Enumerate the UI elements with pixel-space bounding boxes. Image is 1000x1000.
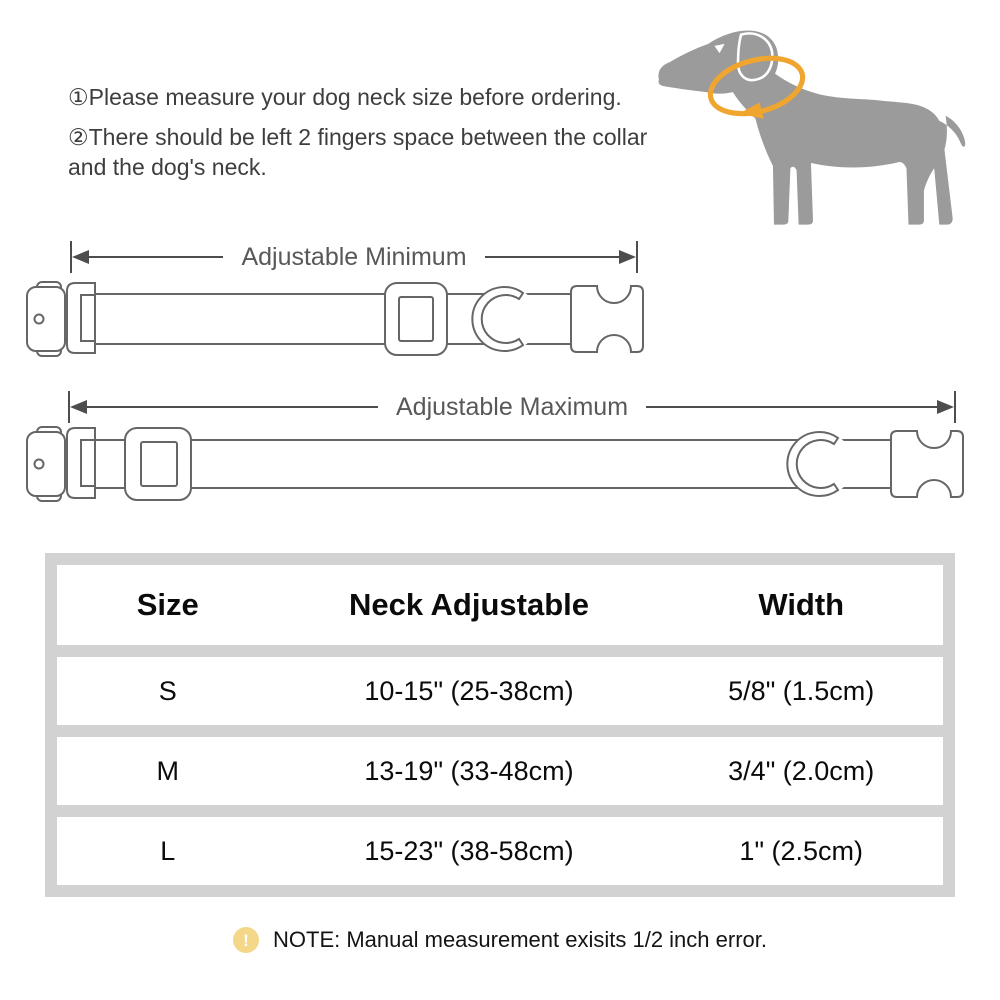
collar-strap <box>95 440 891 488</box>
collar-diagram-maximum <box>25 426 965 502</box>
measure-instructions <box>68 82 668 192</box>
collar-diagram-minimum <box>25 281 645 357</box>
arrow-shaft <box>646 406 937 408</box>
dog-illustration <box>648 12 978 240</box>
exclamation-icon: ! <box>233 927 259 953</box>
table-row-m <box>57 737 943 805</box>
instruction-line-2: ②There should be left 2 fingers space between the collar and the dog's neck. <box>68 124 648 180</box>
header-width: Width <box>758 587 845 623</box>
left-arrowhead-icon <box>72 250 89 264</box>
slider-buckle <box>385 283 447 355</box>
instruction-line-1: ①Please measure your dog neck size before ordering. <box>68 84 622 110</box>
size-table <box>45 553 955 897</box>
cell-width: 1" (2.5cm) <box>739 835 864 866</box>
arrow-shaft <box>89 256 223 258</box>
cell-width: 5/8" (1.5cm) <box>728 675 875 706</box>
d-ring <box>787 431 853 497</box>
cell-size: L <box>160 835 176 866</box>
cell-width: 3/4" (2.0cm) <box>728 755 875 786</box>
cell-neck: 15-23" (38-58cm) <box>364 835 574 866</box>
buckle-bracket <box>67 283 95 353</box>
adjustable-maximum-label: Adjustable Maximum <box>395 392 629 421</box>
right-tick <box>636 241 638 273</box>
adjustable-maximum-arrow <box>68 390 956 424</box>
d-ring <box>472 286 538 352</box>
table-row-l <box>57 817 943 885</box>
dog-silhouette-icon <box>648 12 978 240</box>
header-neck-adjustable: Neck Adjustable <box>348 587 589 623</box>
right-arrowhead-icon <box>619 250 636 264</box>
arrow-shaft <box>87 406 378 408</box>
header-size: Size <box>136 587 199 623</box>
cell-neck: 13-19" (33-48cm) <box>364 755 574 786</box>
right-arrowhead-icon <box>937 400 954 414</box>
note <box>0 927 1000 953</box>
arrow-shaft <box>485 256 619 258</box>
note-text: NOTE: Manual measurement exisits 1/2 inch error. <box>273 927 767 952</box>
slider-buckle <box>125 428 191 500</box>
left-arrowhead-icon <box>70 400 87 414</box>
cell-size: S <box>158 675 177 706</box>
buckle-bracket <box>67 428 95 498</box>
right-tick <box>954 391 956 423</box>
buckle-female <box>27 282 65 356</box>
buckle-male <box>891 431 963 497</box>
cell-size: M <box>156 755 179 786</box>
table-row-s <box>57 657 943 725</box>
cell-neck: 10-15" (25-38cm) <box>364 675 574 706</box>
size-table-header-row <box>57 565 943 645</box>
adjustable-minimum-label: Adjustable Minimum <box>241 242 467 271</box>
buckle-female <box>27 427 65 501</box>
buckle-male <box>571 286 643 352</box>
adjustable-minimum-arrow <box>70 240 638 274</box>
